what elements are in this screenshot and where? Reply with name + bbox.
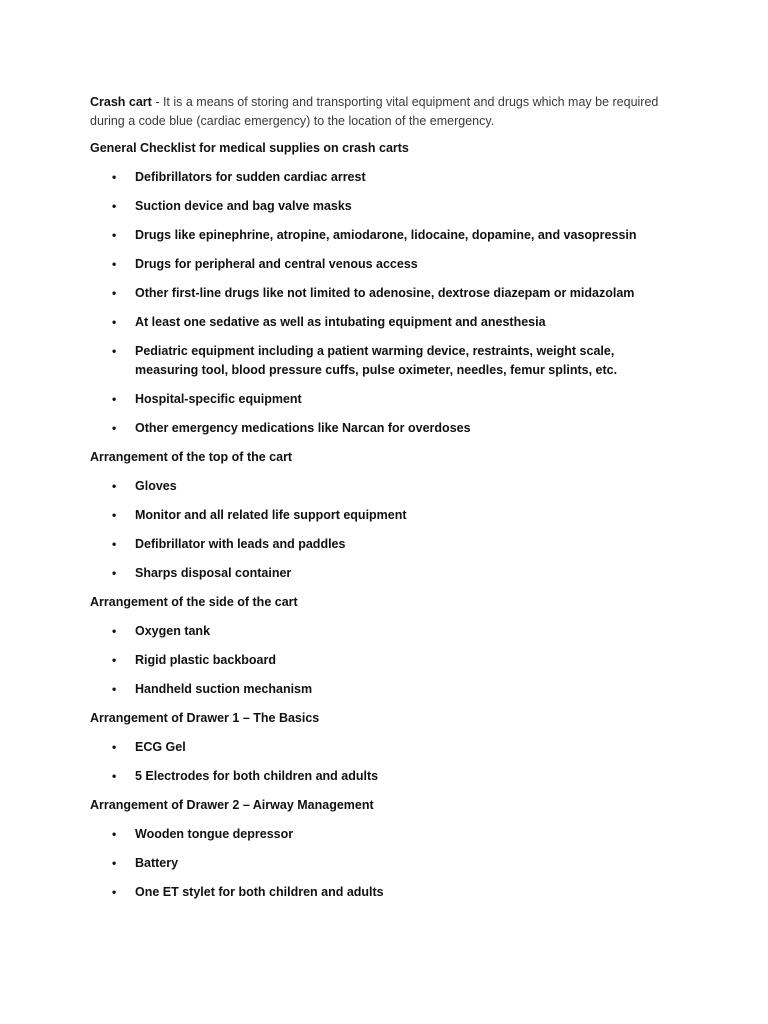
list-item-text: Suction device and bag valve masks	[135, 199, 352, 213]
list-item	[90, 477, 670, 496]
section-heading: Arrangement of the side of the cart	[90, 595, 298, 609]
list-item	[90, 390, 670, 409]
bullet-icon: •	[112, 566, 117, 580]
list-item-text: Drugs for peripheral and central venous access	[135, 257, 418, 271]
list-item-text: Pediatric equipment including a patient warming device, restraints, weight scale, measuring tool, blood pressure cuffs, pulse oximeter, needles, femur splints, etc.	[135, 344, 618, 377]
list-item-text: Other emergency medications like Narcan for overdoses	[135, 421, 471, 435]
list-item	[90, 825, 670, 844]
list-item-text: Handheld suction mechanism	[135, 682, 313, 696]
bullet-icon: •	[112, 286, 117, 300]
intro-text: It is a means of storing and transporting vital equipment and drugs which may be required during a code blue (cardiac emergency) to the location of the emergency.	[90, 95, 659, 128]
list-item-text: 5 Electrodes for both children and adults	[135, 769, 379, 783]
list-item	[90, 738, 670, 757]
list-item	[90, 226, 670, 245]
list-item	[90, 168, 670, 187]
section-heading: General Checklist for medical supplies on crash carts	[90, 141, 409, 155]
section-heading: Arrangement of Drawer 2 – Airway Management	[90, 798, 374, 812]
bullet-icon: •	[112, 624, 117, 638]
list-item-text: One ET stylet for both children and adults	[135, 885, 384, 899]
list-item	[90, 564, 670, 583]
bullet-icon: •	[112, 827, 117, 841]
list-item-text: Oxygen tank	[135, 624, 211, 638]
bullet-list	[90, 622, 670, 699]
list-item	[90, 651, 670, 670]
list-item	[90, 535, 670, 554]
list-item-text: Monitor and all related life support equipment	[135, 508, 407, 522]
bullet-icon: •	[112, 199, 117, 213]
intro-separator: -	[151, 95, 163, 109]
bullet-icon: •	[112, 740, 117, 754]
bullet-icon: •	[112, 392, 117, 406]
list-item-text: Sharps disposal container	[135, 566, 292, 580]
list-item-text: Hospital-specific equipment	[135, 392, 302, 406]
list-item	[90, 342, 670, 380]
document-page	[90, 93, 670, 912]
list-item	[90, 506, 670, 525]
bullet-icon: •	[112, 257, 117, 271]
bullet-icon: •	[112, 682, 117, 696]
list-item-text: Other first-line drugs like not limited to adenosine, dextrose diazepam or midazolam	[135, 286, 635, 300]
bullet-icon: •	[112, 885, 117, 899]
list-item	[90, 197, 670, 216]
bullet-list	[90, 477, 670, 583]
list-item	[90, 419, 670, 438]
list-item-text: At least one sedative as well as intubating equipment and anesthesia	[135, 315, 546, 329]
list-item-text: Drugs like epinephrine, atropine, amiodarone, lidocaine, dopamine, and vasopressin	[135, 228, 637, 242]
list-item-text: Battery	[135, 856, 179, 870]
bullet-icon: •	[112, 170, 117, 184]
bullet-list	[90, 825, 670, 902]
list-item	[90, 313, 670, 332]
bullet-icon: •	[112, 508, 117, 522]
bullet-icon: •	[112, 769, 117, 783]
list-item	[90, 854, 670, 873]
bullet-icon: •	[112, 653, 117, 667]
section-heading: Arrangement of the top of the cart	[90, 450, 293, 464]
intro-term: Crash cart	[90, 95, 152, 109]
list-item	[90, 284, 670, 303]
list-item-text: Defibrillators for sudden cardiac arrest	[135, 170, 366, 184]
bullet-list	[90, 168, 670, 438]
list-item-text: Gloves	[135, 479, 177, 493]
list-item-text: Rigid plastic backboard	[135, 653, 277, 667]
list-item-text: Wooden tongue depressor	[135, 827, 294, 841]
intro-paragraph	[90, 93, 670, 131]
list-item	[90, 680, 670, 699]
bullet-icon: •	[112, 856, 117, 870]
list-item-text: Defibrillator with leads and paddles	[135, 537, 346, 551]
section-heading: Arrangement of Drawer 1 – The Basics	[90, 711, 320, 725]
list-item	[90, 255, 670, 274]
bullet-icon: •	[112, 537, 117, 551]
list-item	[90, 622, 670, 641]
bullet-icon: •	[112, 344, 117, 358]
sections-container	[90, 139, 670, 902]
bullet-icon: •	[112, 421, 117, 435]
bullet-icon: •	[112, 315, 117, 329]
bullet-list	[90, 738, 670, 786]
list-item-text: ECG Gel	[135, 740, 186, 754]
list-item	[90, 767, 670, 786]
bullet-icon: •	[112, 228, 117, 242]
list-item	[90, 883, 670, 902]
bullet-icon: •	[112, 479, 117, 493]
